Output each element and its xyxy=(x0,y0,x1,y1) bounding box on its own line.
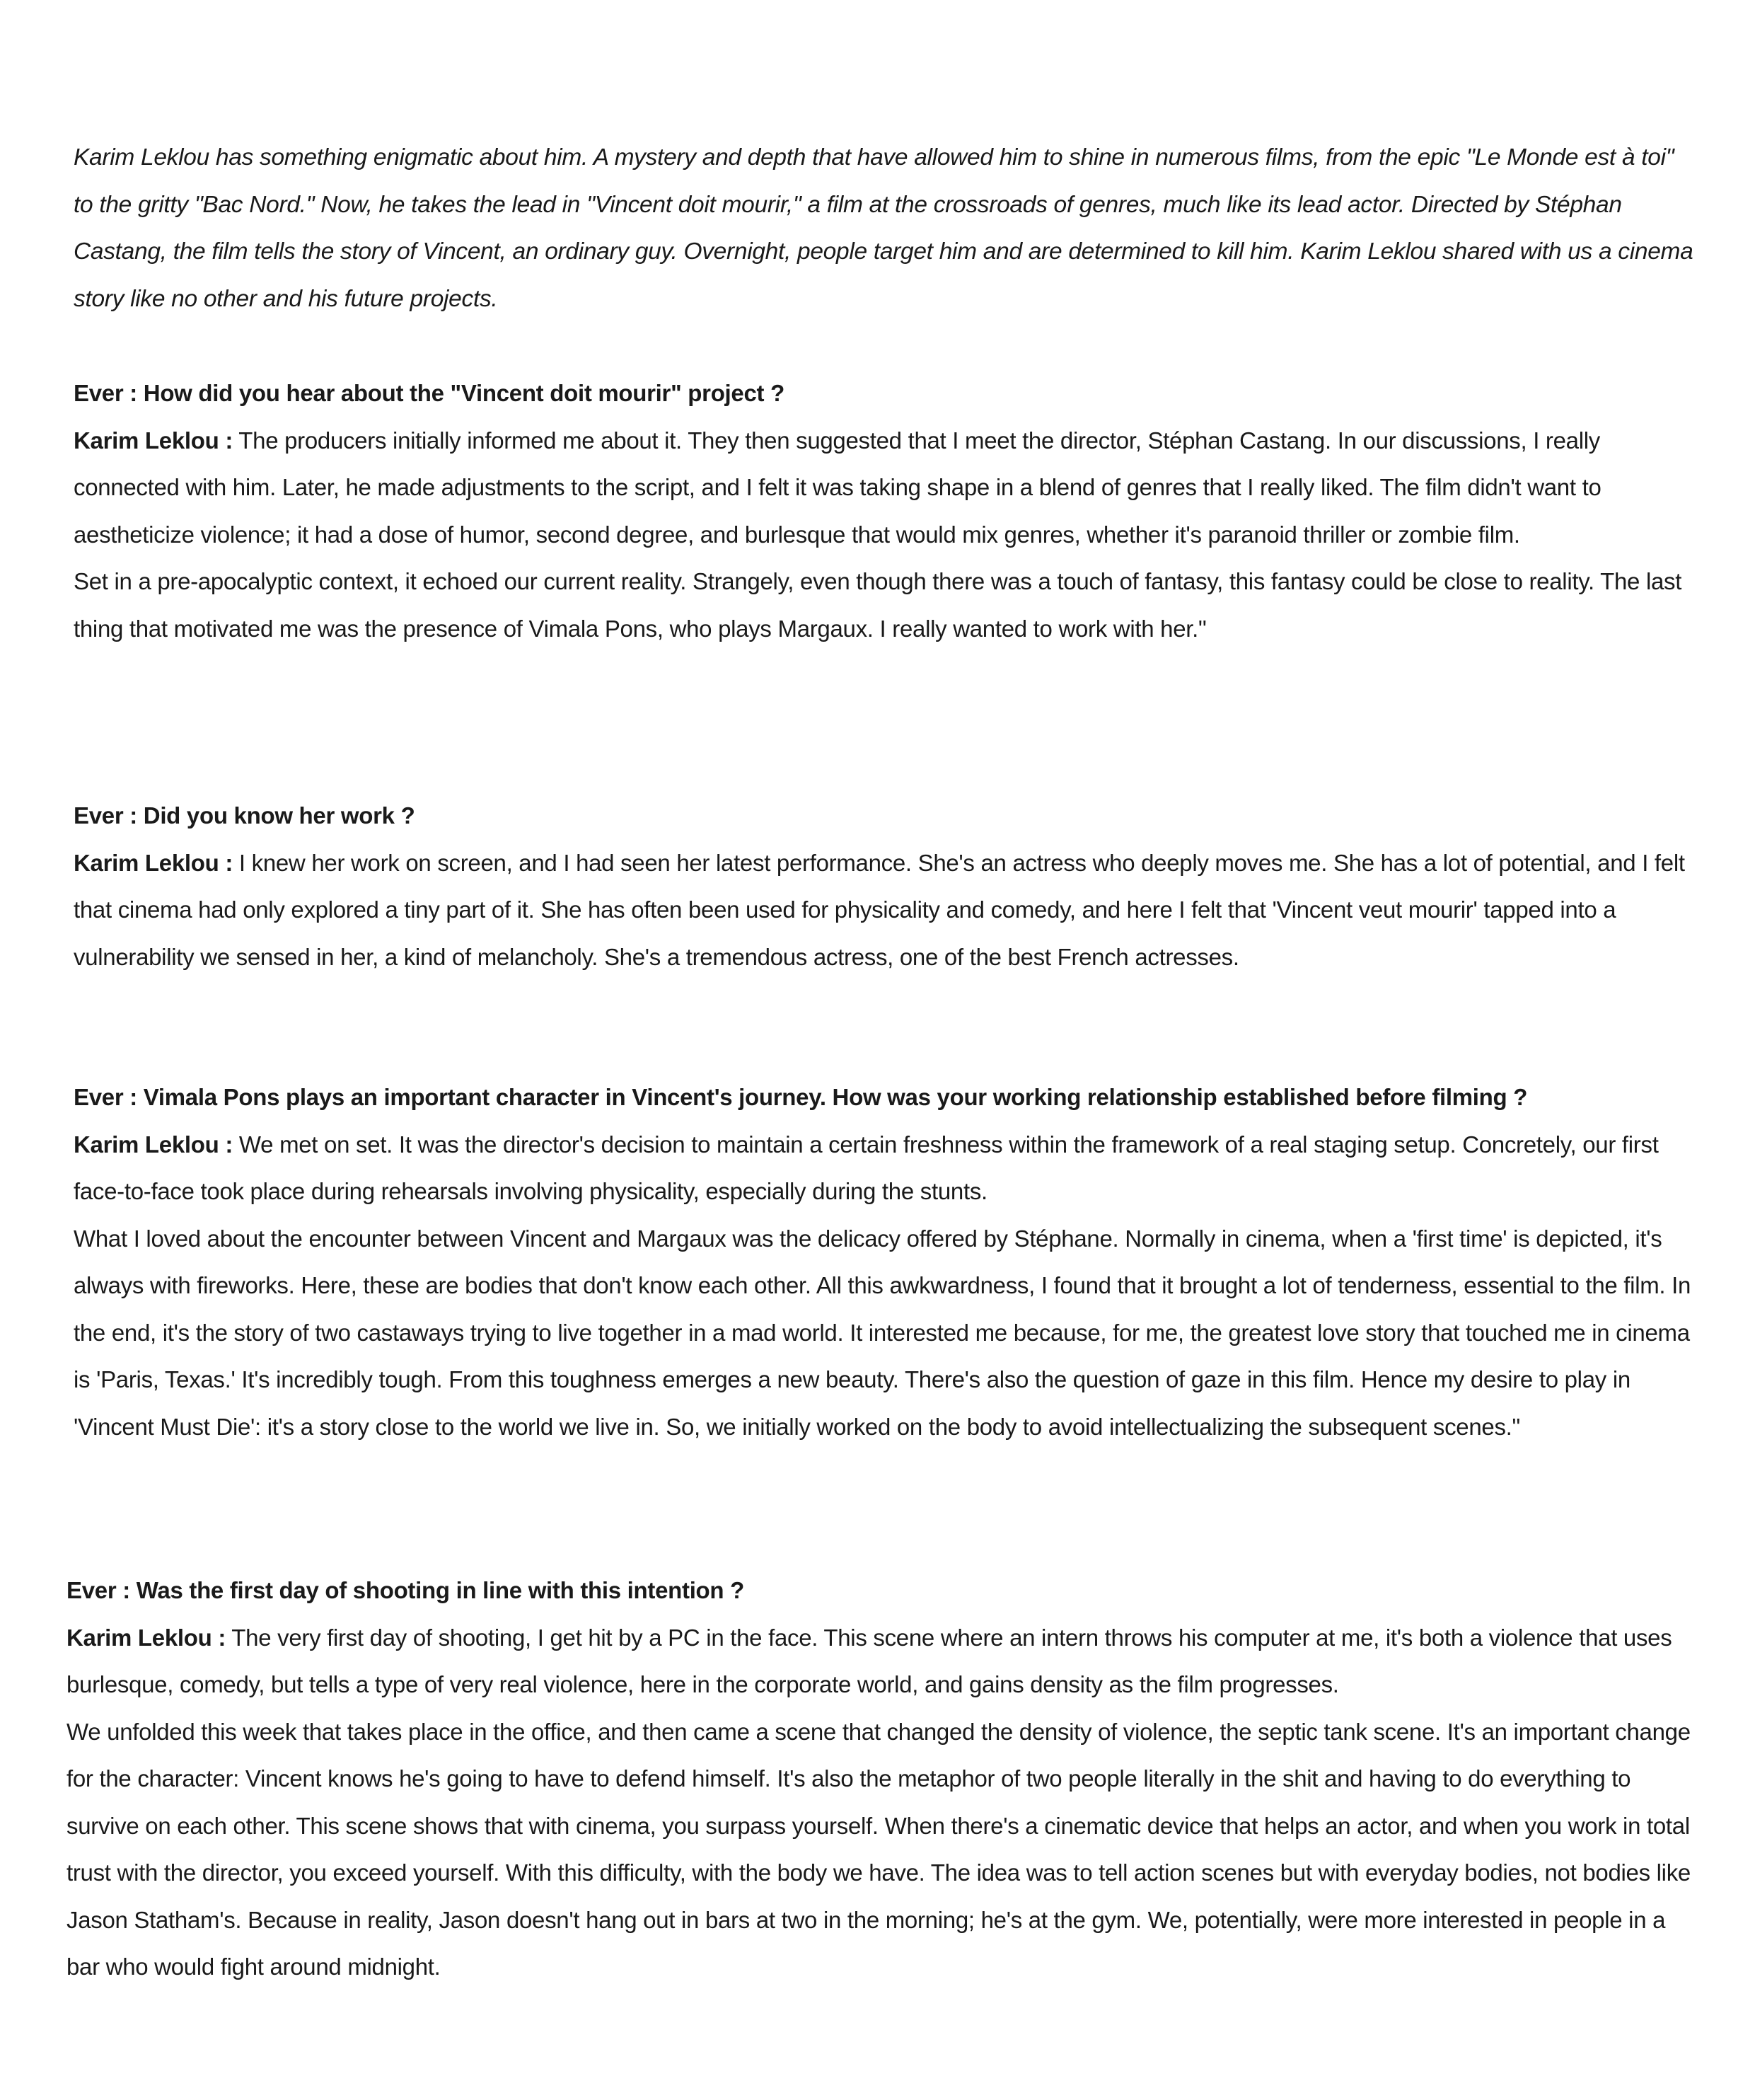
interview-answer xyxy=(74,417,1693,559)
answer-text: Set in a pre-apocalyptic context, it echoed our current reality. Strangely, even though there was a touch of fantasy, this fantasy could be close to reality. The last thing that motivated me was the presence of Vimala Pons, who plays Margaux. I really wanted to work with her." xyxy=(74,568,1682,642)
interview-question: Ever : How did you hear about the "Vincent doit mourir" project ? xyxy=(74,380,784,406)
interview-answer xyxy=(74,840,1693,981)
interview-section-1 xyxy=(74,370,1693,652)
interview-section-3 xyxy=(74,1074,1693,1450)
interview-section-4 xyxy=(66,1567,1693,1991)
interview-section-2 xyxy=(74,792,1693,981)
answer-text: The very first day of shooting, I get hit by a PC in the face. This scene where an intern throws his computer at me, it's both a violence that uses burlesque, comedy, but tells a type of very real violence, here in the corporate world, and gains density as the film progresses. xyxy=(66,1624,1672,1697)
speaker-label: Karim Leklou : xyxy=(74,849,233,876)
answer-text: We unfolded this week that takes place in the office, and then came a scene that changed the density of violence, the septic tank scene. It's an important change for the character: Vincent knows he's going to have to defend himself. It's also the metaphor of two people literally in the shit and having to do everything to survive on each other. This scene shows that with cinema, you surpass yourself. When there's a cinematic device that helps an actor, and when you work in total trust with the director, you exceed yourself. With this difficulty, with the body we have. The idea was to tell action scenes but with everyday bodies, not bodies like Jason Statham's. Because in reality, Jason doesn't hang out in bars at two in the morning; he's at the gym. We, potentially, were more interested in people in a bar who would fight around midnight. xyxy=(66,1718,1691,1980)
answer-text: What I loved about the encounter between Vincent and Margaux was the delicacy offered by Stéphane. Normally in cinema, when a 'first time' is depicted, it's always with fireworks. Here, these are bodies that don't know each other. All this awkwardness, I found that it brought a lot of tenderness, essential to the film. In the end, it's the story of two castaways trying to live together in a mad world. It interested me because, for me, the greatest love story that touched me in cinema is 'Paris, Texas.' It's incredibly tough. From this toughness emerges a new beauty. There's also the question of gaze in this film. Hence my desire to play in 'Vincent Must Die': it's a story close to the world we live in. So, we initially worked on the body to avoid intellectualizing the subsequent scenes." xyxy=(74,1225,1691,1440)
interview-question: Ever : Was the first day of shooting in line with this intention ? xyxy=(66,1577,745,1603)
answer-text: I knew her work on screen, and I had seen her latest performance. She's an actress who deeply moves me. She has a lot of potential, and I felt that cinema had only explored a tiny part of it. She has often been used for physicality and comedy, and here I felt that 'Vincent veut mourir' tapped into a vulnerability we sensed in her, a kind of melancholy. She's a tremendous actress, one of the best French actresses. xyxy=(74,849,1685,970)
interview-question: Ever : Vimala Pons plays an important character in Vincent's journey. How was your working relationship established before filming ? xyxy=(74,1084,1528,1110)
speaker-label: Karim Leklou : xyxy=(74,427,233,454)
intro-paragraph: Karim Leklou has something enigmatic about him. A mystery and depth that have allowed him to shine in numerous films, from the epic "Le Monde est à toi" to the gritty "Bac Nord." Now, he takes the lead in "Vincent doit mourir," a film at the crossroads of genres, much like its lead actor. Directed by Stéphan Castang, the film tells the story of Vincent, an ordinary guy. Overnight, people target him and are determined to kill him. Karim Leklou shared with us a cinema story like no other and his future projects. xyxy=(74,144,1693,312)
interview-answer xyxy=(66,1615,1693,1709)
speaker-label: Karim Leklou : xyxy=(66,1624,226,1651)
interview-answer xyxy=(74,1121,1693,1216)
answer-text: The producers initially informed me about it. They then suggested that I meet the director, Stéphan Castang. In our discussions, I really connected with him. Later, he made adjustments to the script, and I felt it was taking shape in a blend of genres that I really liked. The film didn't want to aestheticize violence; it had a dose of humor, second degree, and burlesque that would mix genres, whether it's paranoid thriller or zombie film. xyxy=(74,427,1601,548)
speaker-label: Karim Leklou : xyxy=(74,1131,233,1158)
answer-text: We met on set. It was the director's decision to maintain a certain freshness within the framework of a real staging setup. Concretely, our first face-to-face took place during rehearsals involving physicality, especially during the stunts. xyxy=(74,1131,1659,1204)
interview-question: Ever : Did you know her work ? xyxy=(74,802,415,829)
